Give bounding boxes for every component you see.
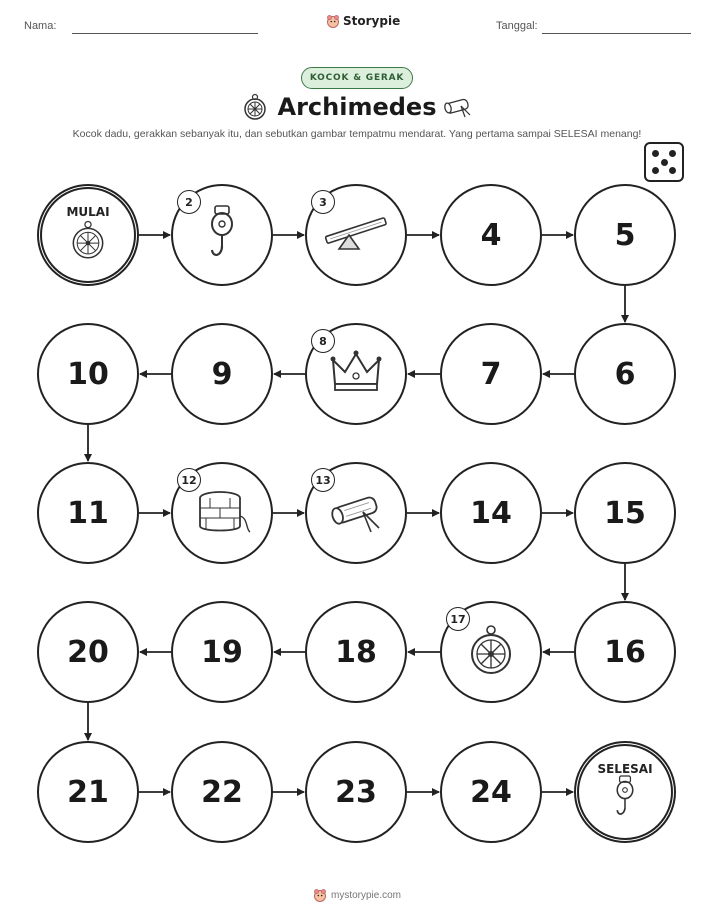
space-number-badge: 13 <box>311 468 335 492</box>
space-number-badge: 2 <box>177 190 201 214</box>
board-space-15 <box>574 462 676 564</box>
name-line[interactable] <box>72 33 258 34</box>
instructions: Kocok dadu, gerakkan sebanyak itu, dan sebutkan gambar tempatmu mendarat. Yang pertama sampai SELESAI menang! <box>72 128 642 140</box>
pulley-hook-icon <box>612 775 639 824</box>
space-number-badge: 12 <box>177 468 201 492</box>
space-number: 24 <box>470 774 512 810</box>
space-number: 6 <box>614 356 636 392</box>
compass-icon <box>469 624 513 680</box>
space-number-badge: 8 <box>311 329 335 353</box>
start-label: MULAI <box>66 205 110 219</box>
board-space-23 <box>305 741 407 843</box>
lever-icon <box>321 213 391 257</box>
well-icon <box>192 486 252 540</box>
board-space-4 <box>440 184 542 286</box>
space-number: 14 <box>470 495 512 531</box>
dice-five-icon <box>644 142 684 182</box>
mascot-icon <box>326 14 340 28</box>
board-space-2 <box>171 184 273 286</box>
space-finish <box>574 741 676 843</box>
space-number: 18 <box>335 634 377 670</box>
space-number: 5 <box>614 217 636 253</box>
space-number: 19 <box>201 634 243 670</box>
category-badge: KOCOK & GERAK <box>301 67 413 89</box>
space-number: 7 <box>480 356 502 392</box>
brand-logo <box>326 14 400 28</box>
space-number-badge: 3 <box>311 190 335 214</box>
board-space-6 <box>574 323 676 425</box>
brand-name: Storypie <box>343 14 401 28</box>
footer-site: mystorypie.com <box>330 889 401 901</box>
board-space-24 <box>440 741 542 843</box>
board-space-10 <box>37 323 139 425</box>
board-space-17 <box>440 601 542 703</box>
mascot-icon <box>313 888 327 902</box>
board-space-21 <box>37 741 139 843</box>
space-number: 23 <box>335 774 377 810</box>
page-title: Archimedes <box>277 93 437 121</box>
date-label: Tanggal: <box>496 20 538 32</box>
name-label: Nama: <box>24 20 57 32</box>
board-space-5 <box>574 184 676 286</box>
board-space-9 <box>171 323 273 425</box>
space-number: 21 <box>67 774 109 810</box>
space-number: 20 <box>67 634 109 670</box>
board-space-13 <box>305 462 407 564</box>
board-space-18 <box>305 601 407 703</box>
compass-icon <box>71 220 105 265</box>
space-number: 11 <box>67 495 109 531</box>
board-space-16 <box>574 601 676 703</box>
scroll-icon <box>325 488 387 538</box>
board-space-22 <box>171 741 273 843</box>
space-number: 16 <box>604 634 646 670</box>
space-number: 15 <box>604 495 646 531</box>
footer <box>0 888 714 902</box>
space-number: 4 <box>480 217 502 253</box>
space-number-badge: 17 <box>446 607 470 631</box>
finish-label: SELESAI <box>597 762 653 776</box>
board-space-3 <box>305 184 407 286</box>
board-space-12 <box>171 462 273 564</box>
space-number: 9 <box>211 356 233 392</box>
scroll-icon <box>443 93 473 119</box>
space-number: 22 <box>201 774 243 810</box>
board-space-11 <box>37 462 139 564</box>
board-space-20 <box>37 601 139 703</box>
crown-icon <box>327 348 385 400</box>
board-space-8 <box>305 323 407 425</box>
board-space-19 <box>171 601 273 703</box>
space-start <box>37 184 139 286</box>
date-line[interactable] <box>542 33 691 34</box>
board-space-7 <box>440 323 542 425</box>
pulley-hook-icon <box>205 204 239 266</box>
space-number: 10 <box>67 356 109 392</box>
board-space-14 <box>440 462 542 564</box>
